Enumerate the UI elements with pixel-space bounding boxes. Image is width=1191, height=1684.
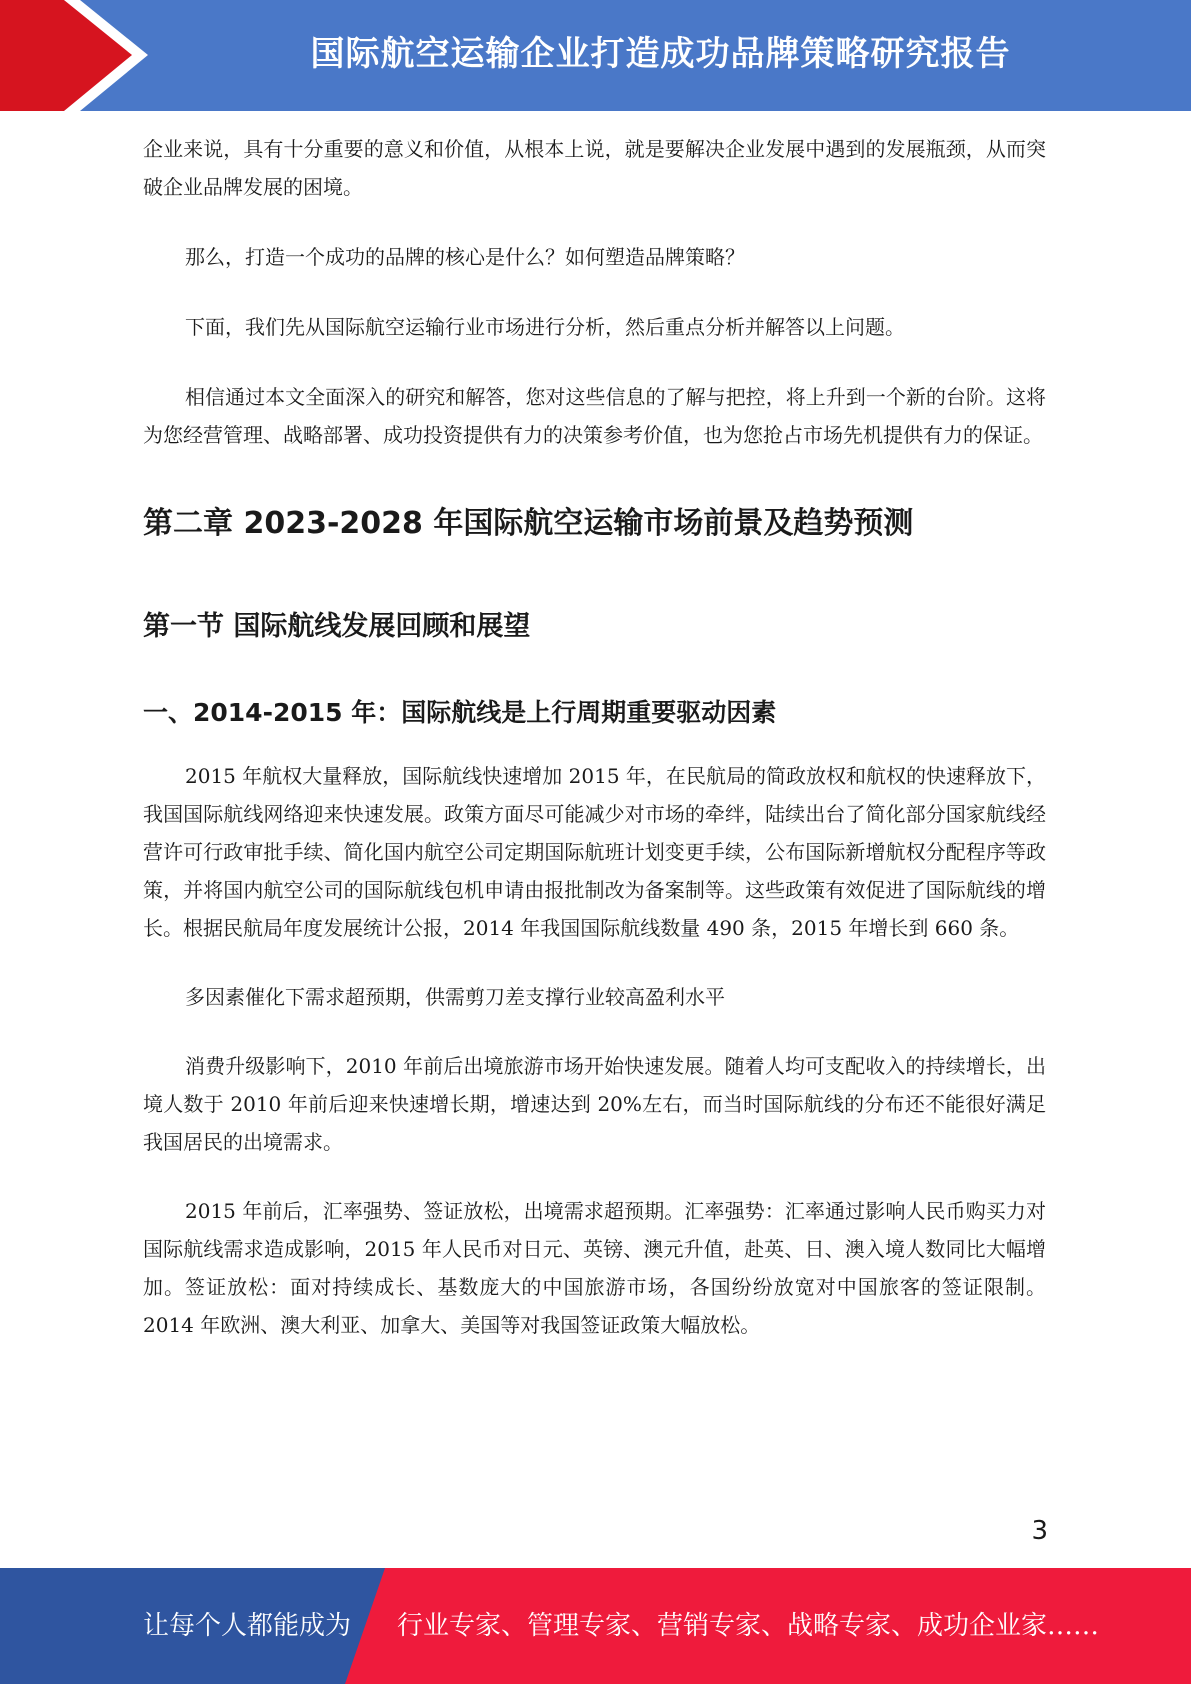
paragraph-value-statement: 相信通过本文全面深入的研究和解答，您对这些信息的了解与把控，将上升到一个新的台阶。这将为您经营管理、战略部署、成功投资提供有力的决策参考价值，也为您抢占市场先机提供有力的保证。 — [143, 385, 1046, 447]
paragraph-intro-continued: 企业来说，具有十分重要的意义和价值，从根本上说，就是要解决企业发展中遇到的发展瓶颈，从而突破企业品牌发展的困境。 — [143, 137, 1046, 199]
footer-slogan-right: 行业专家、管理专家、营销专家、战略专家、成功企业家…… — [397, 1611, 1100, 1641]
paragraph-routes-growth: 2015 年航权大量释放，国际航线快速增加 2015 年，在民航局的简政放权和航权的快速释放下，我国国际航线网络迎来快速发展。政策方面尽可能减少对市场的牵绊，陆续出台了简化部分国家航线经营许可行政审批手续、简化国内航空公司定期国际航班计划变更手续，公布国际新增航权分配程序等政策，并将国内航空公司的国际航线包机申请由报批制改为备案制等。这些政策有效促进了国际航线的增长。根据民航局年度发展统计公报，2014 年我国国际航线数量 490 条，2015 年增长到 660 条。 — [143, 764, 1046, 940]
paragraph-analysis-plan: 下面，我们先从国际航空运输行业市场进行分析，然后重点分析并解答以上问题。 — [185, 315, 905, 339]
report-title: 国际航空运输企业打造成功品牌策略研究报告 — [310, 34, 1011, 74]
chapter-title: 第二章 2023-2028 年国际航空运输市场前景及趋势预测 — [143, 506, 914, 541]
footer-slogan-left: 让每个人都能成为 — [143, 1611, 352, 1641]
paragraph-exchange-visa: 2015 年前后，汇率强势、签证放松，出境需求超预期。汇率强势：汇率通过影响人民币购买力对国际航线需求造成影响，2015 年人民币对日元、英镑、澳元升值，赴英、日、澳入境人数同比大幅增加。签证放松：面对持续成长、基数庞大的中国旅游市场，各国纷纷放宽对中国旅客的签证限制。2014 年欧洲、澳大利亚、加拿大、美国等对我国签证政策大幅放松。 — [143, 1199, 1046, 1337]
page-header — [0, 0, 1191, 111]
page-footer — [0, 1568, 1191, 1684]
paragraph-question: 那么，打造一个成功的品牌的核心是什么？如何塑造品牌策略？ — [185, 245, 745, 269]
page-content — [143, 130, 1046, 1344]
page-number: 3 — [1031, 1516, 1048, 1546]
paragraph-demand-catalysts: 多因素催化下需求超预期，供需剪刀差支撑行业较高盈利水平 — [185, 985, 725, 1009]
paragraph-consumption-upgrade: 消费升级影响下，2010 年前后出境旅游市场开始快速发展。随着人均可支配收入的持续增长，出境人数于 2010 年前后迎来快速增长期，增速达到 20%左右，而当时国际航线的分布还不能很好满足我国居民的出境需求。 — [143, 1054, 1046, 1154]
subsection-title: 一、2014-2015 年：国际航线是上行周期重要驱动因素 — [143, 698, 777, 727]
section-title: 第一节 国际航线发展回顾和展望 — [143, 611, 531, 642]
